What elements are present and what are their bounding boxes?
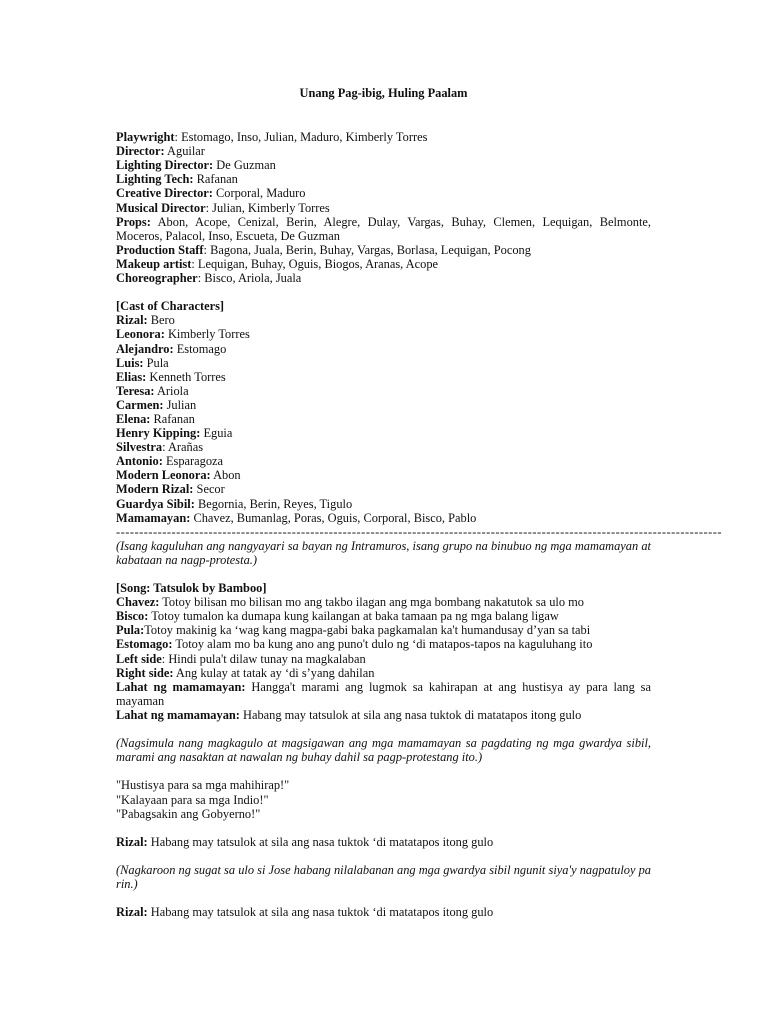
stage-direction: (Nagkaroon ng sugat sa ulo si Jose habang nilalabanan ang mga gwardya sibil ngunit siya'y nagpatuloy pa rin.) <box>116 862 651 892</box>
row-value: Eguia <box>203 426 233 441</box>
row-label: Right side: <box>116 665 174 680</box>
row-label: Antonio: <box>116 454 163 469</box>
dialogue-text: Habang may tatsulok at sila ang nasa tuktok ‘di matatapos itong gulo <box>150 905 494 920</box>
row-value: Totoy bilisan mo bilisan mo ang takbo ilagan ang mga bombang nakatutok sa ulo mo <box>162 595 584 610</box>
row-label: Choreographer <box>116 271 198 286</box>
credit-row: Makeup artist: Lequigan, Buhay, Oguis, Biogos, Aranas, Acope <box>116 256 439 271</box>
cast-row <box>116 384 651 398</box>
row-label: Playwright <box>116 130 175 145</box>
stage-direction: (Isang kaguluhan ang nangyayari sa bayan ng Intramuros, isang grupo na binubuo ng mga mamamayan at kabataan na nagp-protesta.) <box>116 538 651 567</box>
row-value: Habang may tatsulok at sila ang nasa tuktok di matatapos itong gulo <box>243 707 582 722</box>
row-value: Bagona, Juala, Berin, Buhay, Vargas, Borlasa, Lequigan, Pocong <box>210 242 531 257</box>
lyric-line <box>116 637 651 651</box>
row-label: Guardya Sibil: <box>116 496 195 511</box>
lyric-line <box>116 666 651 680</box>
row-label: Silvestra <box>116 440 163 455</box>
row-label: Makeup artist <box>116 256 192 271</box>
cast-row <box>116 313 651 327</box>
speaker-label: Rizal: <box>116 834 148 849</box>
row-label: Elias: <box>116 369 147 384</box>
cast-row <box>116 398 651 412</box>
row-label: Teresa: <box>116 383 155 398</box>
credit-row: Choreographer: Bisco, Ariola, Juala <box>116 271 302 286</box>
lyric-line <box>116 708 651 722</box>
row-value: Lequigan, Buhay, Oguis, Biogos, Aranas, Acope <box>197 256 439 271</box>
row-value: Pula <box>146 355 169 370</box>
row-value: Arañas <box>167 440 204 455</box>
row-value: Rafanan <box>153 411 195 426</box>
cast-row <box>116 511 651 525</box>
row-value: Aguilar <box>167 144 205 159</box>
song-heading: [Song: Tatsulok by Bamboo] <box>116 581 267 596</box>
row-value: Abon <box>213 468 241 483</box>
crowd-shout: "Hustisya para sa mga mahihirap!" <box>116 778 290 793</box>
credit-row: Musical Director: Julian, Kimberly Torres <box>116 200 330 215</box>
row-label: Elena: <box>116 411 151 426</box>
credits-list <box>116 130 651 285</box>
row-value: Hindi pula't dilaw tunay na magkalaban <box>168 651 366 666</box>
row-value: Totoy tumalon ka dumapa kung kailangan at baka tamaan pa ng mga balang ligaw <box>151 609 559 624</box>
row-label: Alejandro: <box>116 341 174 356</box>
section-divider: ----------------------------------------------------------------------------------------------------------------------------------- <box>116 524 723 539</box>
row-value: Corporal, Maduro <box>216 186 306 201</box>
row-value: Rafanan <box>196 172 238 187</box>
row-label: Lahat ng mamamayan: <box>116 707 240 722</box>
dialogue-line <box>116 835 651 849</box>
credit-row <box>116 158 651 172</box>
row-value: Kenneth Torres <box>149 369 226 384</box>
lyric-line <box>116 623 651 637</box>
row-value: Secor <box>196 482 225 497</box>
row-value: Ang kulay at tatak ay ‘di s’yang dahilan <box>175 665 375 680</box>
row-label: Bisco: <box>116 609 149 624</box>
row-value: Estomago <box>176 341 227 356</box>
row-label: Pula: <box>116 623 145 638</box>
row-label: Director: <box>116 144 165 159</box>
document-page <box>116 86 723 920</box>
row-value: Totoy makinig ka ‘wag kang magpa-gabi baka pagkamalan ka't humandusay d’yan sa tabi <box>144 623 591 638</box>
credit-row <box>116 186 651 200</box>
row-value: Kimberly Torres <box>167 327 250 342</box>
lyric-line <box>116 609 651 623</box>
row-value: Julian <box>166 397 197 412</box>
row-value: Abon, Acope, Cenizal, Berin, Alegre, Dulay, Vargas, Buhay, Clemen, Lequigan, Belmonte, Moceros, Palacol, Inso, Escueta, De Guzman <box>116 214 651 243</box>
row-label: Musical Director <box>116 200 206 215</box>
credit-row <box>116 172 651 186</box>
cast-row: Silvestra: Arañas <box>116 440 204 455</box>
row-value: Estomago, Inso, Julian, Maduro, Kimberly Torres <box>181 130 428 145</box>
row-label: Chavez: <box>116 595 160 610</box>
cast-row <box>116 370 651 384</box>
cast-row <box>116 454 651 468</box>
dialogue-line <box>116 905 651 919</box>
lyric-line <box>116 680 651 708</box>
row-label: Leonora: <box>116 327 165 342</box>
crowd-shout: "Kalayaan para sa mga Indio!" <box>116 792 269 807</box>
row-label: Carmen: <box>116 397 164 412</box>
speaker-label: Rizal: <box>116 905 148 920</box>
row-label: Modern Leonora: <box>116 468 211 483</box>
cast-row <box>116 327 651 341</box>
row-value: Esparagoza <box>165 454 224 469</box>
row-label: Props: <box>116 214 151 229</box>
cast-row <box>116 412 651 426</box>
cast-list <box>116 313 651 524</box>
cast-row <box>116 482 651 496</box>
row-label: Mamamayan: <box>116 510 191 525</box>
cast-row <box>116 468 651 482</box>
cast-row <box>116 497 651 511</box>
row-label: Luis: <box>116 355 144 370</box>
row-value: Julian, Kimberly Torres <box>212 200 330 215</box>
row-value: Totoy alam mo ba kung ano ang puno't dulo ng ‘di matapos-tapos na kaguluhang ito <box>175 637 593 652</box>
row-label: Rizal: <box>116 313 148 328</box>
credit-row <box>116 144 651 158</box>
row-label: Estomago: <box>116 637 173 652</box>
row-label: Creative Director: <box>116 186 213 201</box>
row-value: Chavez, Bumanlag, Poras, Oguis, Corporal, Bisco, Pablo <box>193 510 477 525</box>
row-value: Begornia, Berin, Reyes, Tigulo <box>197 496 353 511</box>
crowd-shout: "Pabagsakin ang Gobyerno!" <box>116 806 261 821</box>
row-value: Ariola <box>156 383 189 398</box>
row-value: Hangga't marami ang lugmok sa kahirapan at ang hustisya ay para lang sa mayaman <box>116 679 651 708</box>
row-value: Bero <box>150 313 175 328</box>
cast-row <box>116 342 651 356</box>
credit-row: Playwright: Estomago, Inso, Julian, Maduro, Kimberly Torres <box>116 130 428 145</box>
row-label: Production Staff <box>116 242 204 257</box>
row-label: Lahat ng mamamayan: <box>116 679 246 694</box>
lyric-line: Left side: Hindi pula't dilaw tunay na magkalaban <box>116 651 366 666</box>
lyric-line <box>116 595 651 609</box>
row-label: Modern Rizal: <box>116 482 194 497</box>
row-label: Lighting Tech: <box>116 172 194 187</box>
cast-row <box>116 356 651 370</box>
credit-row <box>116 215 651 243</box>
song-lyrics <box>116 595 651 722</box>
row-label: Left side <box>116 651 162 666</box>
cast-row <box>116 426 651 440</box>
cast-heading: [Cast of Characters] <box>116 299 225 314</box>
stage-direction: (Nagsimula nang magkagulo at magsigawan ang mga mamamayan sa pagdating ng mga gwardya sibil, marami ang nasaktan at nawalan ng buhay dahil sa pagp-protestang ito.) <box>116 736 651 765</box>
row-value: De Guzman <box>216 158 276 173</box>
row-label: Lighting Director: <box>116 158 214 173</box>
row-label: Henry Kipping: <box>116 426 201 441</box>
document-title: Unang Pag-ibig, Huling Paalam <box>299 86 468 100</box>
row-value: Bisco, Ariola, Juala <box>204 271 302 286</box>
credit-row: Production Staff: Bagona, Juala, Berin, Buhay, Vargas, Borlasa, Lequigan, Pocong <box>116 242 531 257</box>
dialogue-text: Habang may tatsulok at sila ang nasa tuktok ‘di matatapos itong gulo <box>150 834 494 849</box>
